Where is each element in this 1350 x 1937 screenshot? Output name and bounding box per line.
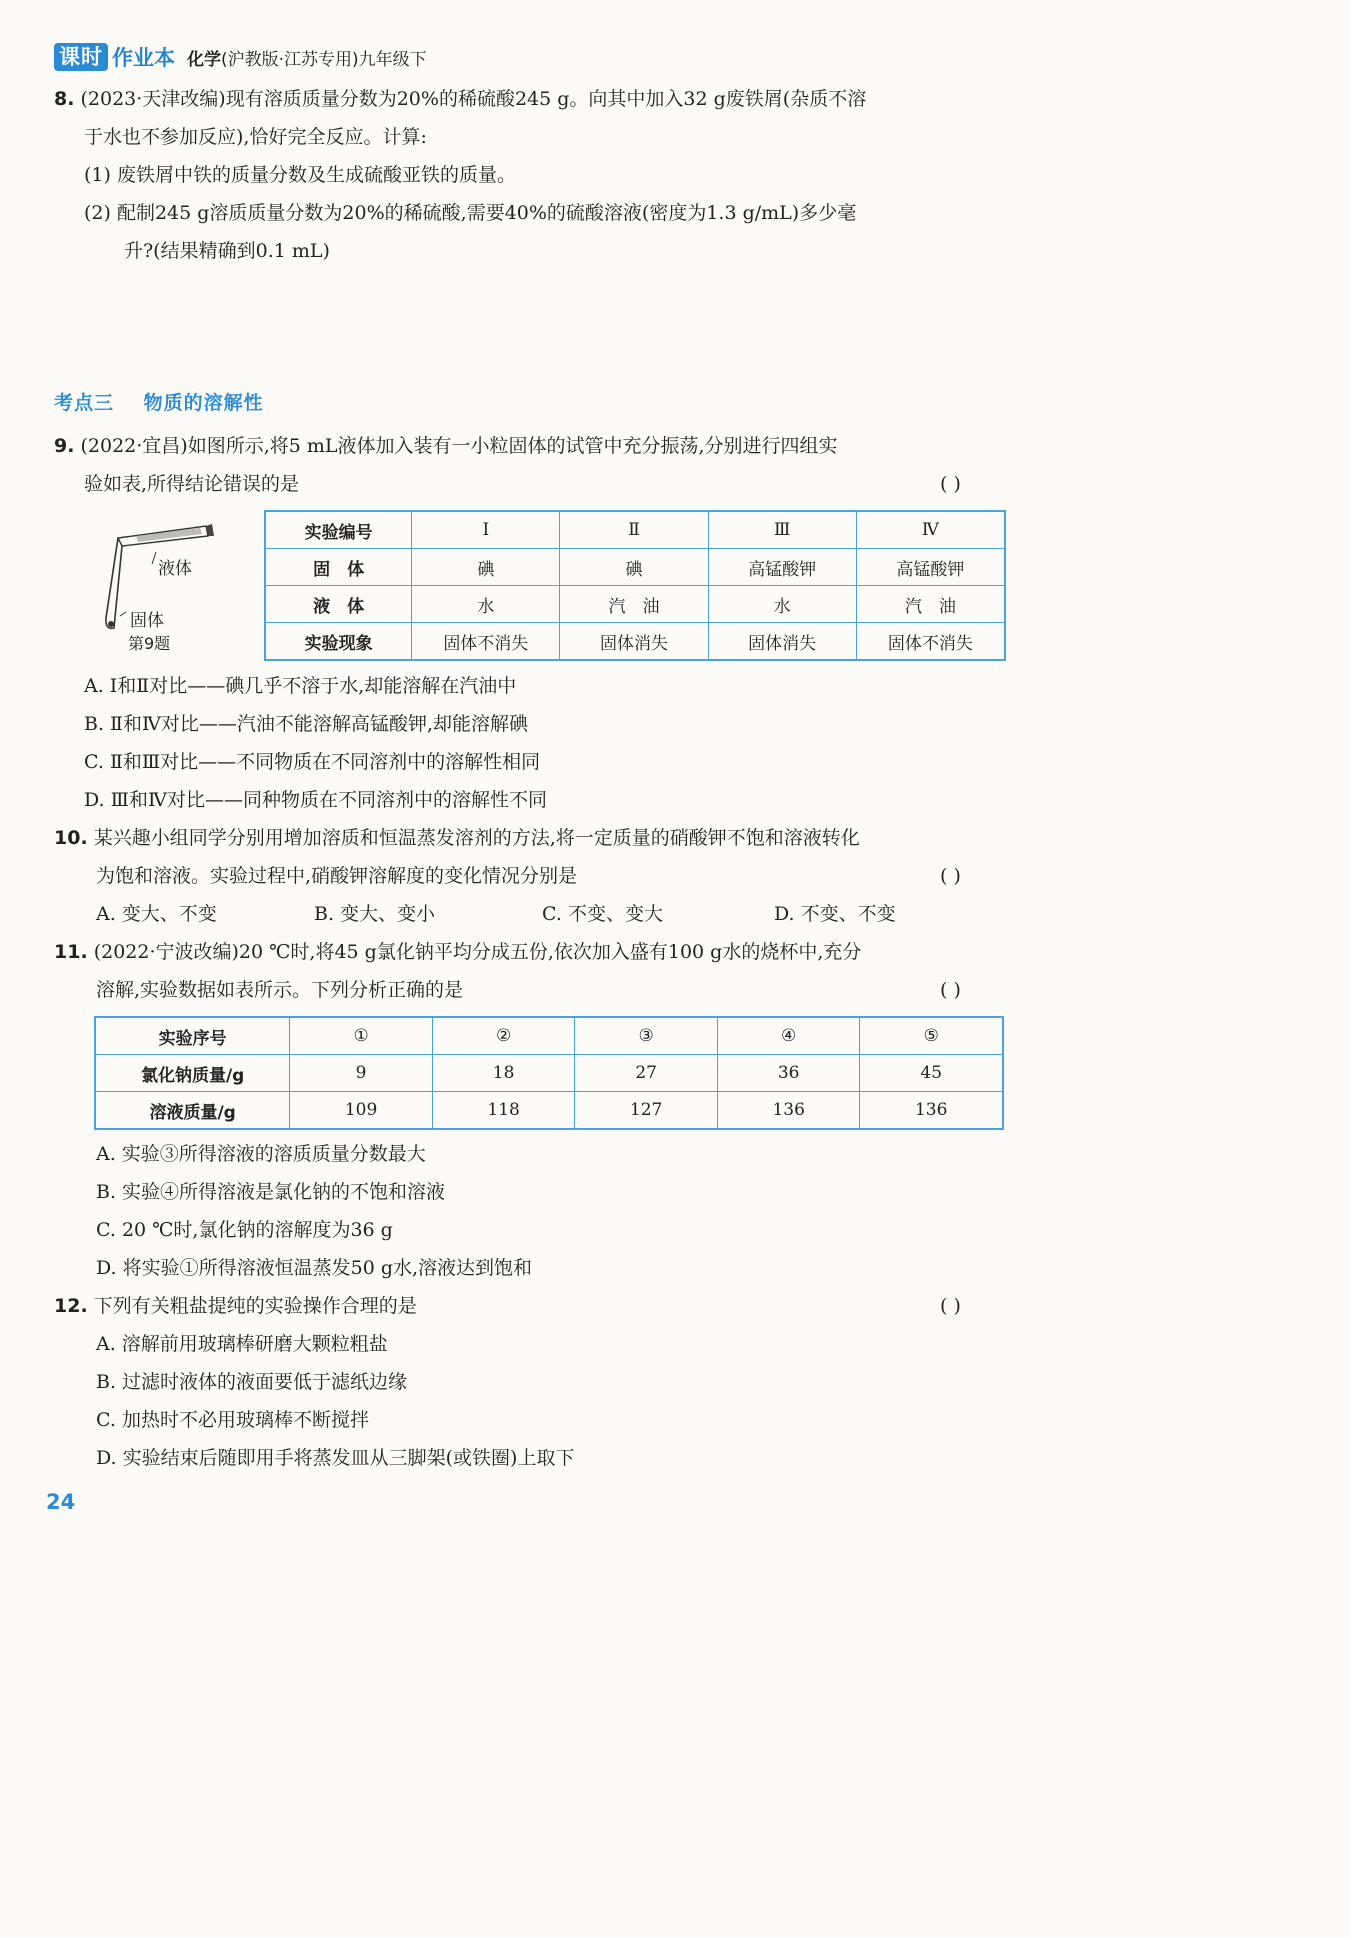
q11-line2: 溶解,实验数据如表所示。下列分析正确的是 [96, 979, 464, 1001]
table-cell: 水 [412, 586, 560, 623]
q9-line1: 9. (2022·宜昌)如图所示,将5 mL液体加入装有一小粒固体的试管中充分振荡,分别进行四组实 [54, 435, 838, 457]
q12-option-c[interactable]: C. 加热时不必用玻璃棒不断搅拌 [96, 1409, 369, 1431]
table-cell: ① [290, 1017, 433, 1055]
table-cell: 汽 油 [560, 586, 708, 623]
q9-option-a[interactable]: A. Ⅰ和Ⅱ对比——碘几乎不溶于水,却能溶解在汽油中 [84, 675, 517, 697]
table-row [95, 1055, 1003, 1092]
q10-line2: 为饱和溶液。实验过程中,硝酸钾溶解度的变化情况分别是 [96, 865, 578, 887]
q12-answer-paren[interactable]: ( ) [940, 1295, 961, 1317]
test-tube-figure [96, 516, 256, 656]
logo-mark: 课时 [54, 43, 108, 71]
q11-line1: 11. (2022·宁波改编)20 ℃时,将45 g氯化钠平均分成五份,依次加入盛有100 g水的烧杯中,充分 [54, 941, 862, 963]
section-heading: 考点三 物质的溶解性 [54, 392, 264, 414]
q10-option-a[interactable]: A. 变大、不变 [96, 903, 217, 925]
table-cell: 碘 [412, 549, 560, 586]
table-cell: 固 体 [265, 549, 412, 586]
q9-answer-paren[interactable]: ( ) [940, 473, 961, 495]
test-tube-drawing [96, 516, 256, 656]
q9-option-c[interactable]: C. Ⅱ和Ⅲ对比——不同物质在不同溶剂中的溶解性相同 [84, 751, 541, 773]
table-cell: ② [432, 1017, 575, 1055]
table-cell: 136 [717, 1092, 860, 1130]
table-cell: 36 [717, 1055, 860, 1092]
table-row [265, 623, 1005, 661]
table-cell: ③ [575, 1017, 718, 1055]
q10-line1: 10. 某兴趣小组同学分别用增加溶质和恒温蒸发溶剂的方法,将一定质量的硝酸钾不饱和溶液转化 [54, 827, 860, 849]
q10-option-c[interactable]: C. 不变、变大 [542, 903, 663, 925]
figure-label-solid: 固体 [130, 611, 164, 631]
table-cell: 高锰酸钾 [856, 549, 1005, 586]
q11-option-c[interactable]: C. 20 ℃时,氯化钠的溶解度为36 g [96, 1219, 393, 1241]
q11-option-b[interactable]: B. 实验④所得溶液是氯化钠的不饱和溶液 [96, 1181, 446, 1203]
q8-sub1: (1) 废铁屑中铁的质量分数及生成硫酸亚铁的质量。 [84, 164, 516, 186]
table-cell: Ⅳ [856, 511, 1005, 549]
table-cell: 固体不消失 [856, 623, 1005, 661]
q12-option-d[interactable]: D. 实验结束后随即用手将蒸发皿从三脚架(或铁圈)上取下 [96, 1447, 575, 1469]
q11-table [94, 1016, 1004, 1130]
table-cell: 27 [575, 1055, 718, 1092]
table-cell: 溶液质量/g [95, 1092, 290, 1130]
q11-answer-paren[interactable]: ( ) [940, 979, 961, 1001]
table-cell: 18 [432, 1055, 575, 1092]
q12-option-a[interactable]: A. 溶解前用玻璃棒研磨大颗粒粗盐 [96, 1333, 388, 1355]
q8-line1: 8. (2023·天津改编)现有溶质质量分数为20%的稀硫酸245 g。向其中加入32 g废铁屑(杂质不溶 [54, 88, 867, 110]
table-cell: 固体消失 [708, 623, 856, 661]
q9-option-b[interactable]: B. Ⅱ和Ⅳ对比——汽油不能溶解高锰酸钾,却能溶解碘 [84, 713, 528, 735]
q12-line1: 12. 下列有关粗盐提纯的实验操作合理的是 [54, 1295, 417, 1317]
q9-option-d[interactable]: D. Ⅲ和Ⅳ对比——同种物质在不同溶剂中的溶解性不同 [84, 789, 547, 811]
q8-sub2a: (2) 配制245 g溶质质量分数为20%的稀硫酸,需要40%的硫酸溶液(密度为1.3 g/mL)多少毫 [84, 202, 857, 224]
table-cell: ④ [717, 1017, 860, 1055]
header-logo [54, 42, 427, 72]
table-cell: 136 [860, 1092, 1003, 1130]
table-row [265, 586, 1005, 623]
table-cell: 118 [432, 1092, 575, 1130]
figure-label-liquid: 液体 [158, 559, 192, 579]
q9-table [264, 510, 1006, 661]
q8-line2: 于水也不参加反应),恰好完全反应。计算: [84, 126, 427, 148]
table-cell: Ⅲ [708, 511, 856, 549]
table-row [265, 549, 1005, 586]
q10-answer-paren[interactable]: ( ) [940, 865, 961, 887]
table-cell: 氯化钠质量/g [95, 1055, 290, 1092]
table-cell: 汽 油 [856, 586, 1005, 623]
table-cell: ⑤ [860, 1017, 1003, 1055]
book-subtitle: 化学(沪教版·江苏专用)九年级下 [187, 49, 427, 70]
table-cell: 45 [860, 1055, 1003, 1092]
table-cell: 实验现象 [265, 623, 412, 661]
table-cell: 127 [575, 1092, 718, 1130]
q9-line2: 验如表,所得结论错误的是 [84, 473, 300, 495]
table-cell: 碘 [560, 549, 708, 586]
table-cell: Ⅰ [412, 511, 560, 549]
page-number: 24 [46, 1490, 76, 1514]
table-cell: 实验编号 [265, 511, 412, 549]
table-cell: 109 [290, 1092, 433, 1130]
table-cell: 水 [708, 586, 856, 623]
q11-option-a[interactable]: A. 实验③所得溶液的溶质质量分数最大 [96, 1143, 426, 1165]
table-cell: 固体不消失 [412, 623, 560, 661]
table-cell: 固体消失 [560, 623, 708, 661]
q8-sub2b: 升?(结果精确到0.1 mL) [124, 240, 330, 262]
table-cell: Ⅱ [560, 511, 708, 549]
table-row [95, 1017, 1003, 1055]
q11-option-d[interactable]: D. 将实验①所得溶液恒温蒸发50 g水,溶液达到饱和 [96, 1257, 533, 1279]
table-cell: 实验序号 [95, 1017, 290, 1055]
table-cell: 液 体 [265, 586, 412, 623]
table-cell: 高锰酸钾 [708, 549, 856, 586]
q10-option-d[interactable]: D. 不变、不变 [774, 903, 896, 925]
q12-option-b[interactable]: B. 过滤时液体的液面要低于滤纸边缘 [96, 1371, 408, 1393]
logo-name: 作业本 [112, 46, 175, 70]
table-row [95, 1092, 1003, 1130]
figure-caption: 第9题 [128, 634, 171, 653]
q10-option-b[interactable]: B. 变大、变小 [314, 903, 436, 925]
table-row [265, 511, 1005, 549]
table-cell: 9 [290, 1055, 433, 1092]
